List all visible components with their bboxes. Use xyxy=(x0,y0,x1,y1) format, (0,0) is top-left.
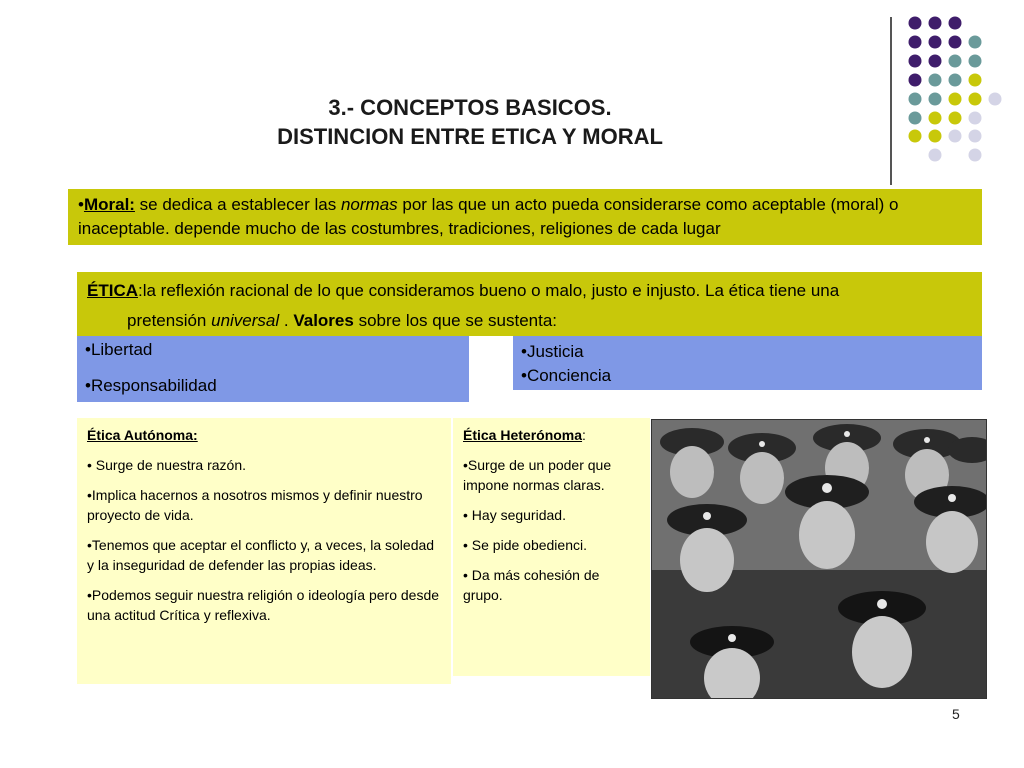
etica-line2-c: sobre los que se sustenta: xyxy=(353,311,558,330)
etica-line2-b: . xyxy=(279,311,294,330)
heteronoma-item: •Surge de un poder que impone normas claras. xyxy=(463,457,612,493)
dot-row-1 xyxy=(909,17,962,30)
heteronoma-heading: Ética Heterónoma xyxy=(463,427,583,443)
etica-line2-a: pretensión xyxy=(127,311,212,330)
moral-text-italic: normas xyxy=(340,195,398,214)
dot-row-6 xyxy=(909,112,982,125)
dot-row-3 xyxy=(909,55,982,68)
moral-definition-box xyxy=(68,189,982,245)
etica-heteronoma-box xyxy=(453,418,650,676)
value-item: •Libertad xyxy=(85,340,153,359)
etica-text-a: :la reflexión racional de lo que consideramos bueno o malo, justo e injusto. La ética tiene una xyxy=(138,281,840,300)
dot-row-5 xyxy=(909,93,1002,106)
decorative-dot-grid xyxy=(905,12,1015,172)
moral-text-a: se dedica a establecer las xyxy=(134,195,341,214)
etica-term: ÉTICA xyxy=(87,281,138,300)
etica-definition-box xyxy=(77,272,982,336)
values-right-box xyxy=(513,336,982,390)
etica-line-2 xyxy=(87,310,972,332)
autonoma-heading: Ética Autónoma: xyxy=(87,427,198,443)
soldiers-photo-illustration xyxy=(652,420,987,699)
dot-row-7 xyxy=(909,130,982,143)
autonoma-item: • Surge de nuestra razón. xyxy=(87,457,246,473)
dot-row-4 xyxy=(909,74,982,87)
autonoma-item: •Podemos seguir nuestra religión o ideología pero desde una actitud Crítica y reflexiva. xyxy=(87,587,440,623)
dot-row-8 xyxy=(929,149,982,162)
heteronoma-item: • Da más cohesión de grupo. xyxy=(463,567,600,603)
moral-bullet: • xyxy=(78,195,84,214)
moral-text-b: por las que un acto pueda considerarse como aceptable (moral) o inaceptable. depende mucho de las costumbres, tradiciones, religiones de cada lugar xyxy=(78,195,899,238)
etica-line2-italic: universal xyxy=(211,311,280,330)
decorative-divider-line xyxy=(890,17,892,185)
heteronoma-heading-row xyxy=(463,425,642,445)
etica-line2-bold: Valores xyxy=(293,311,354,330)
dot-row-2 xyxy=(909,36,982,49)
value-item: •Conciencia xyxy=(521,366,612,385)
page-number: 5 xyxy=(952,706,960,722)
autonoma-item: •Implica hacernos a nosotros mismos y definir nuestro proyecto de vida. xyxy=(87,487,423,523)
page-title xyxy=(150,93,790,151)
etica-autonoma-box xyxy=(77,418,451,684)
autonoma-item: •Tenemos que aceptar el conflicto y, a veces, la soledad y la inseguridad de defender las propias ideas. xyxy=(87,537,435,573)
moral-term: Moral: xyxy=(83,195,135,214)
soldiers-photo xyxy=(651,419,987,699)
title-line-2: DISTINCION ENTRE ETICA Y MORAL xyxy=(277,124,663,149)
heteronoma-item: • Hay seguridad. xyxy=(463,507,566,523)
values-left-box xyxy=(77,336,469,402)
heteronoma-item: • Se pide obedienci. xyxy=(463,537,587,553)
value-item: •Justicia xyxy=(521,342,584,361)
heteronoma-heading-suffix: : xyxy=(582,427,586,443)
title-line-1: 3.- CONCEPTOS BASICOS. xyxy=(328,95,612,120)
value-item: •Responsabilidad xyxy=(85,376,217,395)
